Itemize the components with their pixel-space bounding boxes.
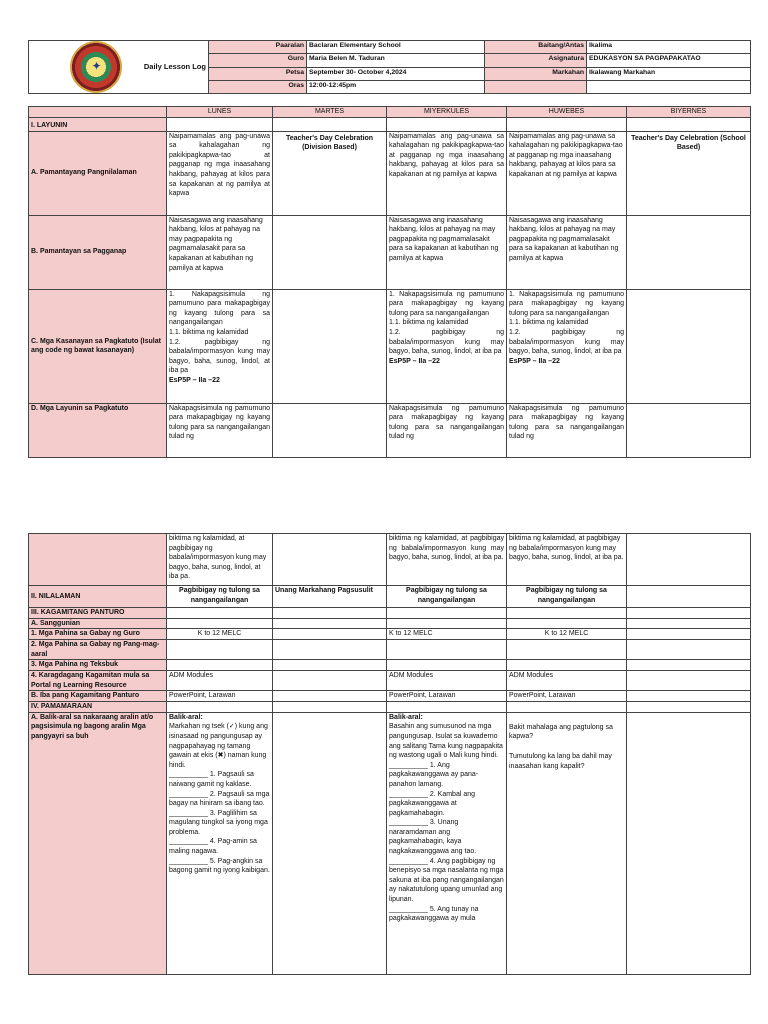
lunes-iba: PowerPoint, Larawan: [167, 691, 273, 702]
teksbuk-label: 3. Mga Pahina ng Teksbuk: [29, 660, 167, 671]
miyerkules-item-5: __________ 5. Ang tunay na pagkakawanggawa ay mula: [389, 905, 479, 923]
lunes-gabay-guro: K to 12 MELC: [167, 629, 273, 640]
school-seal-icon: ✦: [70, 41, 122, 93]
martes-event: Teacher's Day Celebration (Division Based): [273, 131, 387, 215]
sanggunian-label: A. Sanggunian: [29, 618, 167, 629]
miyerkules-d-cont: biktima ng kalamidad, at pagbibigay ng babala/impormasyon kung may bagyo, baha, sunog, lindol, at iba pa.: [387, 534, 507, 586]
label-oras: Oras: [209, 80, 307, 93]
gabay-mag-aaral-label: 2. Mga Pahina sa Gabay ng Pang-mag-aaral: [29, 640, 167, 660]
kasanayan-sub1: 1.1. biktima ng kalamidad: [389, 319, 469, 327]
lunes-c: [167, 289, 273, 403]
header-logo-cell: [29, 41, 209, 94]
miyerkules-item-4: __________ 4. Ang pagbibigay ng benepisyo sa mga nasalanta ng mga sakuna at iba pang nangangailangan ay nakatutulong upang umunlad ang lipunan.: [389, 857, 504, 904]
miyerkules-item-3: __________ 3. Unang nararamdaman ang pagkamahabagin, kaya nagkakawanggawa ang tao.: [389, 819, 477, 856]
lunes-item-1: __________ 1. Pagsauli sa naiwang gamit ng kaklase.: [169, 771, 254, 788]
miyerkules-balik-aral: [387, 712, 507, 974]
huwebes-balik-aral: [507, 712, 627, 974]
kasanayan-code: EsP5P – IIa –22: [389, 357, 440, 365]
label-guro: Guro: [209, 54, 307, 67]
row-label-pamantayan-sa-pagganap: B. Pamantayan sa Pagganap: [29, 215, 167, 289]
label-asignatura: Asignatura: [485, 54, 587, 67]
lunes-a: Naipamamalas ang pag-unawa sa kahalagahan ng pakikipagkapwa-tao at pagganap ng mga inaasahang hakbang, pahayag at kilos para sa kapakanan at ng pamilya at kapwa: [167, 131, 273, 215]
lesson-table-page-2: [28, 533, 751, 975]
balik-aral-title: Balik-aral:: [389, 713, 423, 721]
lunes-b: Naisasagawa ang inaasahang hakbang, kilos at pahayag na may pagpapakita ng pagmamalasakit para sa kapakanan at kabutihan ng pamilya at kapwa: [167, 215, 273, 289]
huwebes-d-cont: biktima ng kalamidad, at pagbibigay ng babala/impormasyon kung may bagyo, baha, sunog, lindol, at iba pa.: [507, 534, 627, 586]
row-label-pamantayang-pangnilalaman: A. Pamantayang Pangnilalaman: [29, 131, 167, 215]
huwebes-b: Naisasagawa ang inaasahang hakbang, kilos at pahayag na may pagpapakita ng pagmamalasakit para sa kapakanan at kabutihan ng pamilya at kapwa: [507, 215, 627, 289]
row-label-layunin-sa-pagkatuto: D. Mga Layunin sa Pagkatuto: [29, 403, 167, 457]
huwebes-question-2: Tumutulong ka lang ba dahil may inaasahan kang kapalit?: [509, 752, 612, 770]
kasanayan-code: EsP5P – IIa –22: [169, 376, 220, 384]
huwebes-lr: ADM Modules: [507, 670, 627, 690]
value-baitang: Ikalima: [587, 41, 751, 54]
miyerkules-gabay-guro: K to 12 MELC: [387, 629, 507, 640]
row-label-kasanayan: C. Mga Kasanayan sa Pagkatuto (Isulat ang code ng bawat kasanayan): [29, 289, 167, 403]
value-paaralan: Baclaran Elementary School: [307, 41, 485, 54]
biyernes-event: Teacher's Day Celebration (School Based): [627, 131, 751, 215]
iba-pang-kagamitan-label: B. Iba pang Kagamitang Panturo: [29, 691, 167, 702]
lunes-nilalaman: Pagbibigay ng tulong sa nangangailangan: [167, 586, 273, 608]
miyerkules-nilalaman: Pagbibigay ng tulong sa nangangailangan: [387, 586, 507, 608]
learning-resource-label: 4. Karagdagang Kagamitan mula sa Portal ng Learning Resource: [29, 670, 167, 690]
lunes-item-4: __________ 4. Pag-amin sa maling nagawa.: [169, 838, 257, 856]
kasanayan-code: EsP5P – IIa –22: [509, 357, 560, 365]
balik-aral-title: Balik-aral:: [169, 713, 203, 721]
lunes-item-2: __________ 2. Pagsauli sa mga bagay na hiniram sa ibang tao.: [169, 790, 270, 808]
day-huwebes: HUWEBES: [507, 107, 627, 118]
value-guro: Maria Belen M. Taduran: [307, 54, 485, 67]
lunes-balik-aral: [167, 712, 273, 974]
day-martes: MARTES: [273, 107, 387, 118]
doc-title: Daily Lesson Log: [143, 62, 206, 71]
huwebes-question-1: Bakit mahalaga ang pagtulong sa kapwa?: [509, 723, 613, 741]
miyerkules-item-1: __________ 1. Ang pagkakawanggawa ay pana-panahon lamang.: [389, 761, 479, 788]
lunes-item-5: __________ 5. Pag-angkin sa bagong gamit ng iyong kaibigan.: [169, 857, 270, 875]
lunes-d: Nakapagsisimula ng pamumuno para makapagbigay ng kayang tulong para sa nangangailangan tulad ng: [167, 403, 273, 457]
value-empty: [587, 80, 751, 93]
value-oras: 12:00-12:45pm: [307, 80, 485, 93]
miyerkules-lr: ADM Modules: [387, 670, 507, 690]
miyerkules-d: Nakapagsisimula ng pamumuno para makapagbigay ng kayang tulong para sa nangangailangan tulad ng: [387, 403, 507, 457]
lunes-lr: ADM Modules: [167, 670, 273, 690]
huwebes-iba: PowerPoint, Larawan: [507, 691, 627, 702]
kasanayan-text: 1. Nakapagsisimula ng pamumuno para makapagbigay ng kayang tulong para sa nangangailangan: [389, 290, 504, 317]
day-lunes: LUNES: [167, 107, 273, 118]
lunes-instructions: Markahan ng tsek (✓) kung ang isinasaad ng pangungusap ay nagpapahayag ng tamang gawain at ekis (✖) naman kung hindi.: [169, 723, 268, 769]
label-paaralan: Paaralan: [209, 41, 307, 54]
label-empty: [485, 80, 587, 93]
kasanayan-text: 1. Nakapagsisimula ng pamumuno para makapagbigay ng kayang tulong para sa nangangailangan: [169, 290, 270, 327]
label-petsa: Petsa: [209, 67, 307, 80]
kasanayan-sub1: 1.1. biktima ng kalamidad: [509, 319, 589, 327]
header-table: [28, 40, 751, 94]
day-miyerkules: MIYERKULES: [387, 107, 507, 118]
day-biyernes: BIYERNES: [627, 107, 751, 118]
gabay-guro-label: 1. Mga Pahina sa Gabay ng Guro: [29, 629, 167, 640]
kagamitan-heading: III. KAGAMITANG PANTURO: [29, 608, 167, 619]
lunes-item-3: __________ 3. Paglilihim sa magulang tungkol sa iyong mga problema.: [169, 809, 268, 836]
balik-aral-label: A. Balik-aral sa nakaraang aralin at/o pagsisimula ng bagong aralin Mga pangyayri sa buh: [29, 712, 167, 974]
miyerkules-item-2: __________ 2. Kambal ang pagkakawanggawa at pagkamahabagin.: [389, 790, 476, 817]
huwebes-d: Nakapagsisimula ng pamumuno para makapagbigay ng kayang tulong para sa nangangailangan tulad ng: [507, 403, 627, 457]
layunin-heading: I. LAYUNIN: [29, 118, 167, 132]
pamamaraan-heading: IV. PAMAMARAAN: [29, 702, 167, 713]
lunes-d-cont: biktima ng kalamidad, at pagbibigay ng babala/impormasyon kung may bagyo, baha, sunog, lindol, at iba pa.: [167, 534, 273, 586]
label-markahan: Markahan: [485, 67, 587, 80]
miyerkules-iba: PowerPoint, Larawan: [387, 691, 507, 702]
kasanayan-text: 1. Nakapagsisimula ng pamumuno para makapagbigay ng kayang tulong para sa nangangailangan: [509, 290, 624, 317]
kasanayan-sub1: 1.1. biktima ng kalamidad: [169, 328, 249, 336]
value-asignatura: EDUKASYON SA PAGPAPAKATAO: [587, 54, 751, 67]
corner-cell: [29, 107, 167, 118]
kasanayan-sub2: 1.2. pagbibigay ng babala/impormasyon kung may bagyo, baha, sunog, lindol, at iba pa: [389, 328, 504, 356]
miyerkules-c: [387, 289, 507, 403]
huwebes-a: Naipamamalas ang pag-unawa sa kahalagahan ng pakikipagkapwa-tao at pagganap ng mga inaasahang hakbang, pahayag at kilos para sa kapakanan at ng pamilya at kapwa: [507, 131, 627, 215]
miyerkules-b: Naisasagawa ang inaasahang hakbang, kilos at pahayag na may pagpapakita ng pagmamalasakit para sa kapakanan at kabutihan ng pamilya at kapwa: [387, 215, 507, 289]
value-petsa: September 30- October 4,2024: [307, 67, 485, 80]
miyerkules-instructions: Basahin ang sumusunod na mga pangungusap. Isulat sa kuwaderno ang salitang Tama kung nagpapakita ng wastong ugali o Mali kung hindi.: [389, 723, 503, 760]
huwebes-nilalaman: Pagbibigay ng tulong sa nangangailangan: [507, 586, 627, 608]
value-markahan: Ikalawang Markahan: [587, 67, 751, 80]
martes-nilalaman: Unang Markahang Pagsusulit: [273, 586, 387, 608]
huwebes-c: [507, 289, 627, 403]
label-baitang: Baitang/Antas: [485, 41, 587, 54]
kasanayan-sub2: 1.2. pagbibigay ng babala/impormasyon kung may bagyo, baha, sunog, lindol, at iba pa: [509, 328, 624, 356]
lesson-table-page-1: [28, 106, 751, 458]
nilalaman-heading: II. NILALAMAN: [29, 586, 167, 608]
kasanayan-sub2: 1.2. pagbibigay ng babala/impormasyon kung may bagyo, baha, sunog, lindol, at iba pa: [169, 338, 270, 375]
huwebes-gabay-guro: K to 12 MELC: [507, 629, 627, 640]
miyerkules-a: Naipamamalas ang pag-unawa sa kahalagahan ng pakikipagkapwa-tao at pagganap ng mga inaasahang hakbang, pahayag at kilos para sa kapakanan at ng pamilya at kapwa: [387, 131, 507, 215]
